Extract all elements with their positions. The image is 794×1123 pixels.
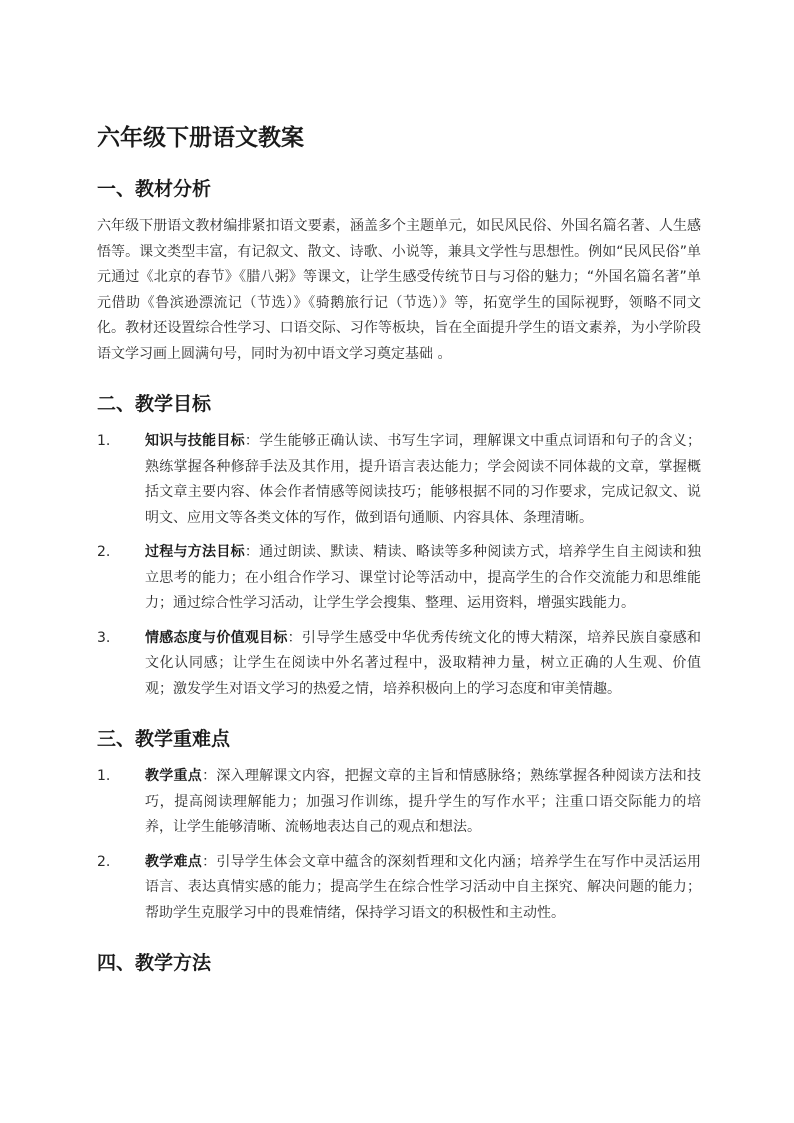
list-item-text: ：引导学生感受中华优秀传统文化的博大精深，培养民族自豪感和文化认同感；让学生在阅读中外名著过程中，汲取精神力量，树立正确的人生观、价值观；激发学生对语文学习的热爱之情，培养积极向上的学习态度和审美情趣。 <box>145 629 702 697</box>
textbook-analysis-paragraph: 六年级下册语文教材编排紧扣语文要素，涵盖多个主题单元，如民风民俗、外国名篇名著、人生感悟等。课文类型丰富，有记叙文、散文、诗歌、小说等，兼具文学性与思想性。例如“民风民俗”单元通过《北京的春节》《腊八粥》等课文，让学生感受传统节日与习俗的魅力；“外国名篇名著”单元借助《鲁滨逊漂流记（节选）》《骑鹅旅行记（节选）》等，拓宽学生的国际视野，领略不同文化。教材还设置综合性学习、口语交际、习作等板块，旨在全面提升学生的语文素养，为小学阶段语文学习画上圆满句号，同时为初中语文学习奠定基础 。 <box>97 218 701 362</box>
list-item-number: 3. <box>97 629 111 646</box>
list-item-number: 2. <box>97 544 111 560</box>
list-item-label: 教学重点 <box>145 768 203 784</box>
teaching-goals-list <box>97 429 701 702</box>
list-item-number: 1. <box>97 433 111 449</box>
list-item <box>97 626 701 703</box>
list-item <box>97 540 701 617</box>
list-item-number: 1. <box>97 768 111 784</box>
list-item-text: ：引导学生体会文章中蕴含的深刻哲理和文化内涵；培养学生在写作中灵活运用语言、表达真情实感的能力；提高学生在综合性学习活动中自主探究、解决问题的能力；帮助学生克服学习中的畏难情绪，保持学习语文的积极性和主动性。 <box>145 853 702 921</box>
key-difficult-points-list <box>97 764 701 926</box>
page-title: 六年级下册语文教案 <box>97 125 304 151</box>
section-heading-textbook-analysis: 一、教材分析 <box>97 178 212 200</box>
list-item-label: 教学难点 <box>145 853 203 870</box>
list-item-number: 2. <box>97 853 111 870</box>
list-item-label: 知识与技能目标 <box>145 433 245 449</box>
document-page <box>97 118 701 988</box>
section-heading-teaching-goals: 二、教学目标 <box>97 393 212 415</box>
list-item-text: ：深入理解课文内容，把握文章的主旨和情感脉络；熟练掌握各种阅读方法和技巧，提高阅读理解能力；加强习作训练，提升学生的写作水平；注重口语交际能力的培养，让学生能够清晰、流畅地表达自己的观点和想法。 <box>145 768 702 835</box>
list-item <box>97 764 701 841</box>
list-item-text: ：学生能够正确认读、书写生字词，理解课文中重点词语和句子的含义；熟练掌握各种修辞手法及其作用，提升语言表达能力；学会阅读不同体裁的文章，掌握概括文章主要内容、体会作者情感等阅读技巧；能够根据不同的习作要求，完成记叙文、说明文、应用文等各类文体的写作，做到语句通顺、内容具体、条理清晰。 <box>145 433 701 526</box>
list-item-text: ：通过朗读、默读、精读、略读等多种阅读方式，培养学生自主阅读和独立思考的能力；在小组合作学习、课堂讨论等活动中，提高学生的合作交流能力和思维能力；通过综合性学习活动，让学生学会搜集、整理、运用资料，增强实践能力。 <box>145 544 701 611</box>
section-heading-teaching-methods: 四、教学方法 <box>97 952 212 974</box>
list-item-label: 情感态度与价值观目标 <box>145 629 288 646</box>
section-heading-key-difficult-points: 三、教学重难点 <box>97 728 231 750</box>
list-item-label: 过程与方法目标 <box>145 544 245 560</box>
list-item <box>97 850 701 927</box>
list-item <box>97 429 701 531</box>
